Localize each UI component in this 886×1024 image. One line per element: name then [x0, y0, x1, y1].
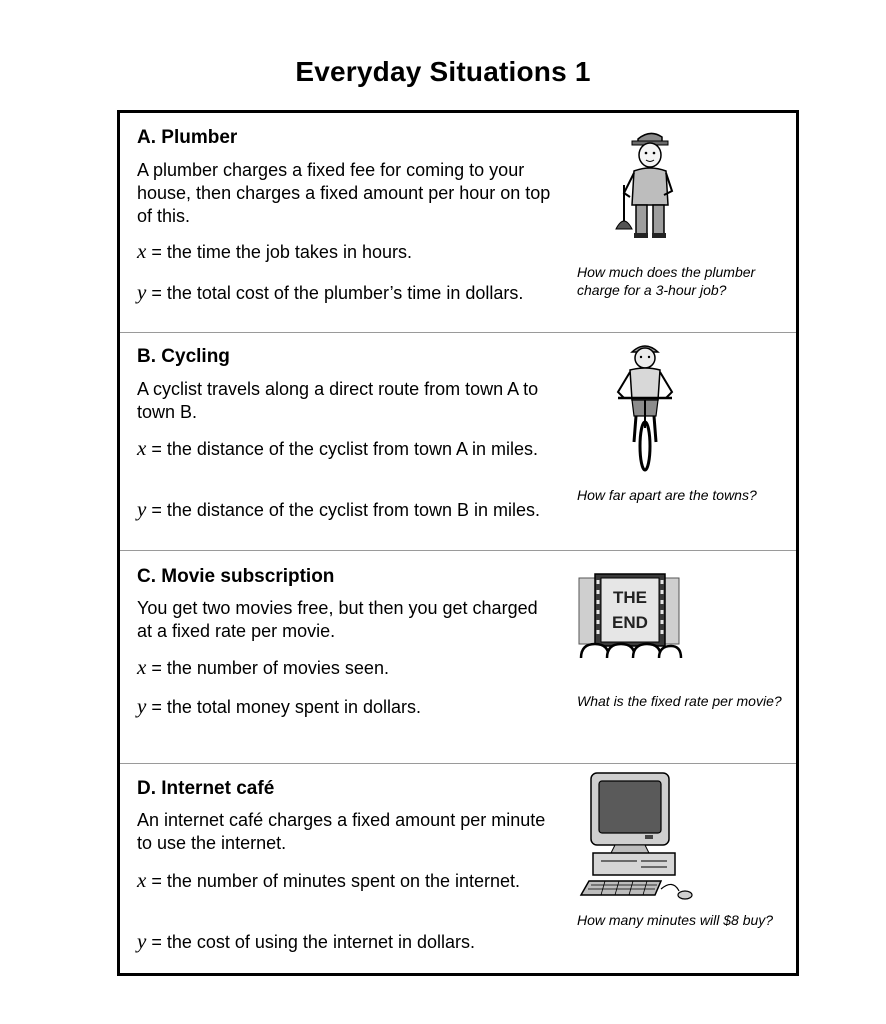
movie-screen-icon — [575, 572, 685, 662]
section-movie-subscription — [120, 550, 796, 764]
section-description: You get two movies free, but then you get charged at a fixed rate per movie. — [137, 598, 538, 641]
x-text: = the distance of the cyclist from town A in miles. — [146, 439, 539, 459]
y-text: = the distance of the cyclist from town B in miles. — [146, 500, 540, 520]
section-question: What is the fixed rate per movie? — [577, 693, 782, 709]
screen-text-the: THE — [613, 588, 647, 607]
y-text: = the cost of using the internet in dollars. — [146, 932, 476, 952]
section-plumber — [120, 113, 796, 333]
section-heading: B. Cycling — [137, 346, 230, 367]
x-definition — [137, 239, 587, 265]
section-description: A plumber charges a fixed fee for coming to your house, then charges a fixed amount per hour on top of this. — [137, 160, 551, 226]
section-heading: C. Movie subscription — [137, 566, 335, 587]
x-text: = the number of movies seen. — [146, 658, 389, 678]
situations-table — [117, 110, 799, 976]
cyclist-icon — [610, 338, 680, 473]
x-symbol: x — [137, 868, 147, 892]
y-definition — [137, 694, 587, 720]
x-symbol: x — [137, 239, 147, 263]
section-question: How much does the plumber charge for a 3-hour job? — [577, 264, 756, 298]
section-internet-cafe — [120, 763, 796, 973]
y-definition — [137, 497, 587, 523]
section-heading: A. Plumber — [137, 127, 238, 148]
section-cycling — [120, 332, 796, 551]
x-symbol: x — [137, 436, 147, 460]
y-symbol: y — [137, 497, 147, 521]
page-title: Everyday Situations 1 — [295, 56, 591, 87]
y-text: = the total cost of the plumber’s time in dollars. — [146, 283, 524, 303]
x-text: = the time the job takes in hours. — [146, 242, 412, 262]
section-description: A cyclist travels along a direct route from town A to town B. — [137, 379, 539, 422]
x-definition — [137, 655, 587, 681]
x-text: = the number of minutes spent on the internet. — [146, 871, 521, 891]
section-description: An internet café charges a fixed amount per minute to use the internet. — [137, 810, 546, 853]
computer-icon — [575, 769, 700, 904]
x-definition — [137, 436, 587, 462]
y-symbol: y — [137, 929, 147, 953]
y-text: = the total money spent in dollars. — [146, 697, 421, 717]
x-definition — [137, 868, 567, 894]
plumber-icon — [610, 125, 690, 240]
section-heading: D. Internet café — [137, 778, 275, 799]
x-symbol: x — [137, 655, 147, 679]
y-symbol: y — [137, 694, 147, 718]
section-question: How far apart are the towns? — [577, 487, 757, 503]
y-definition — [137, 280, 567, 306]
y-definition — [137, 929, 587, 955]
screen-text-end: END — [612, 613, 648, 632]
y-symbol: y — [137, 280, 147, 304]
section-question: How many minutes will $8 buy? — [577, 912, 774, 928]
